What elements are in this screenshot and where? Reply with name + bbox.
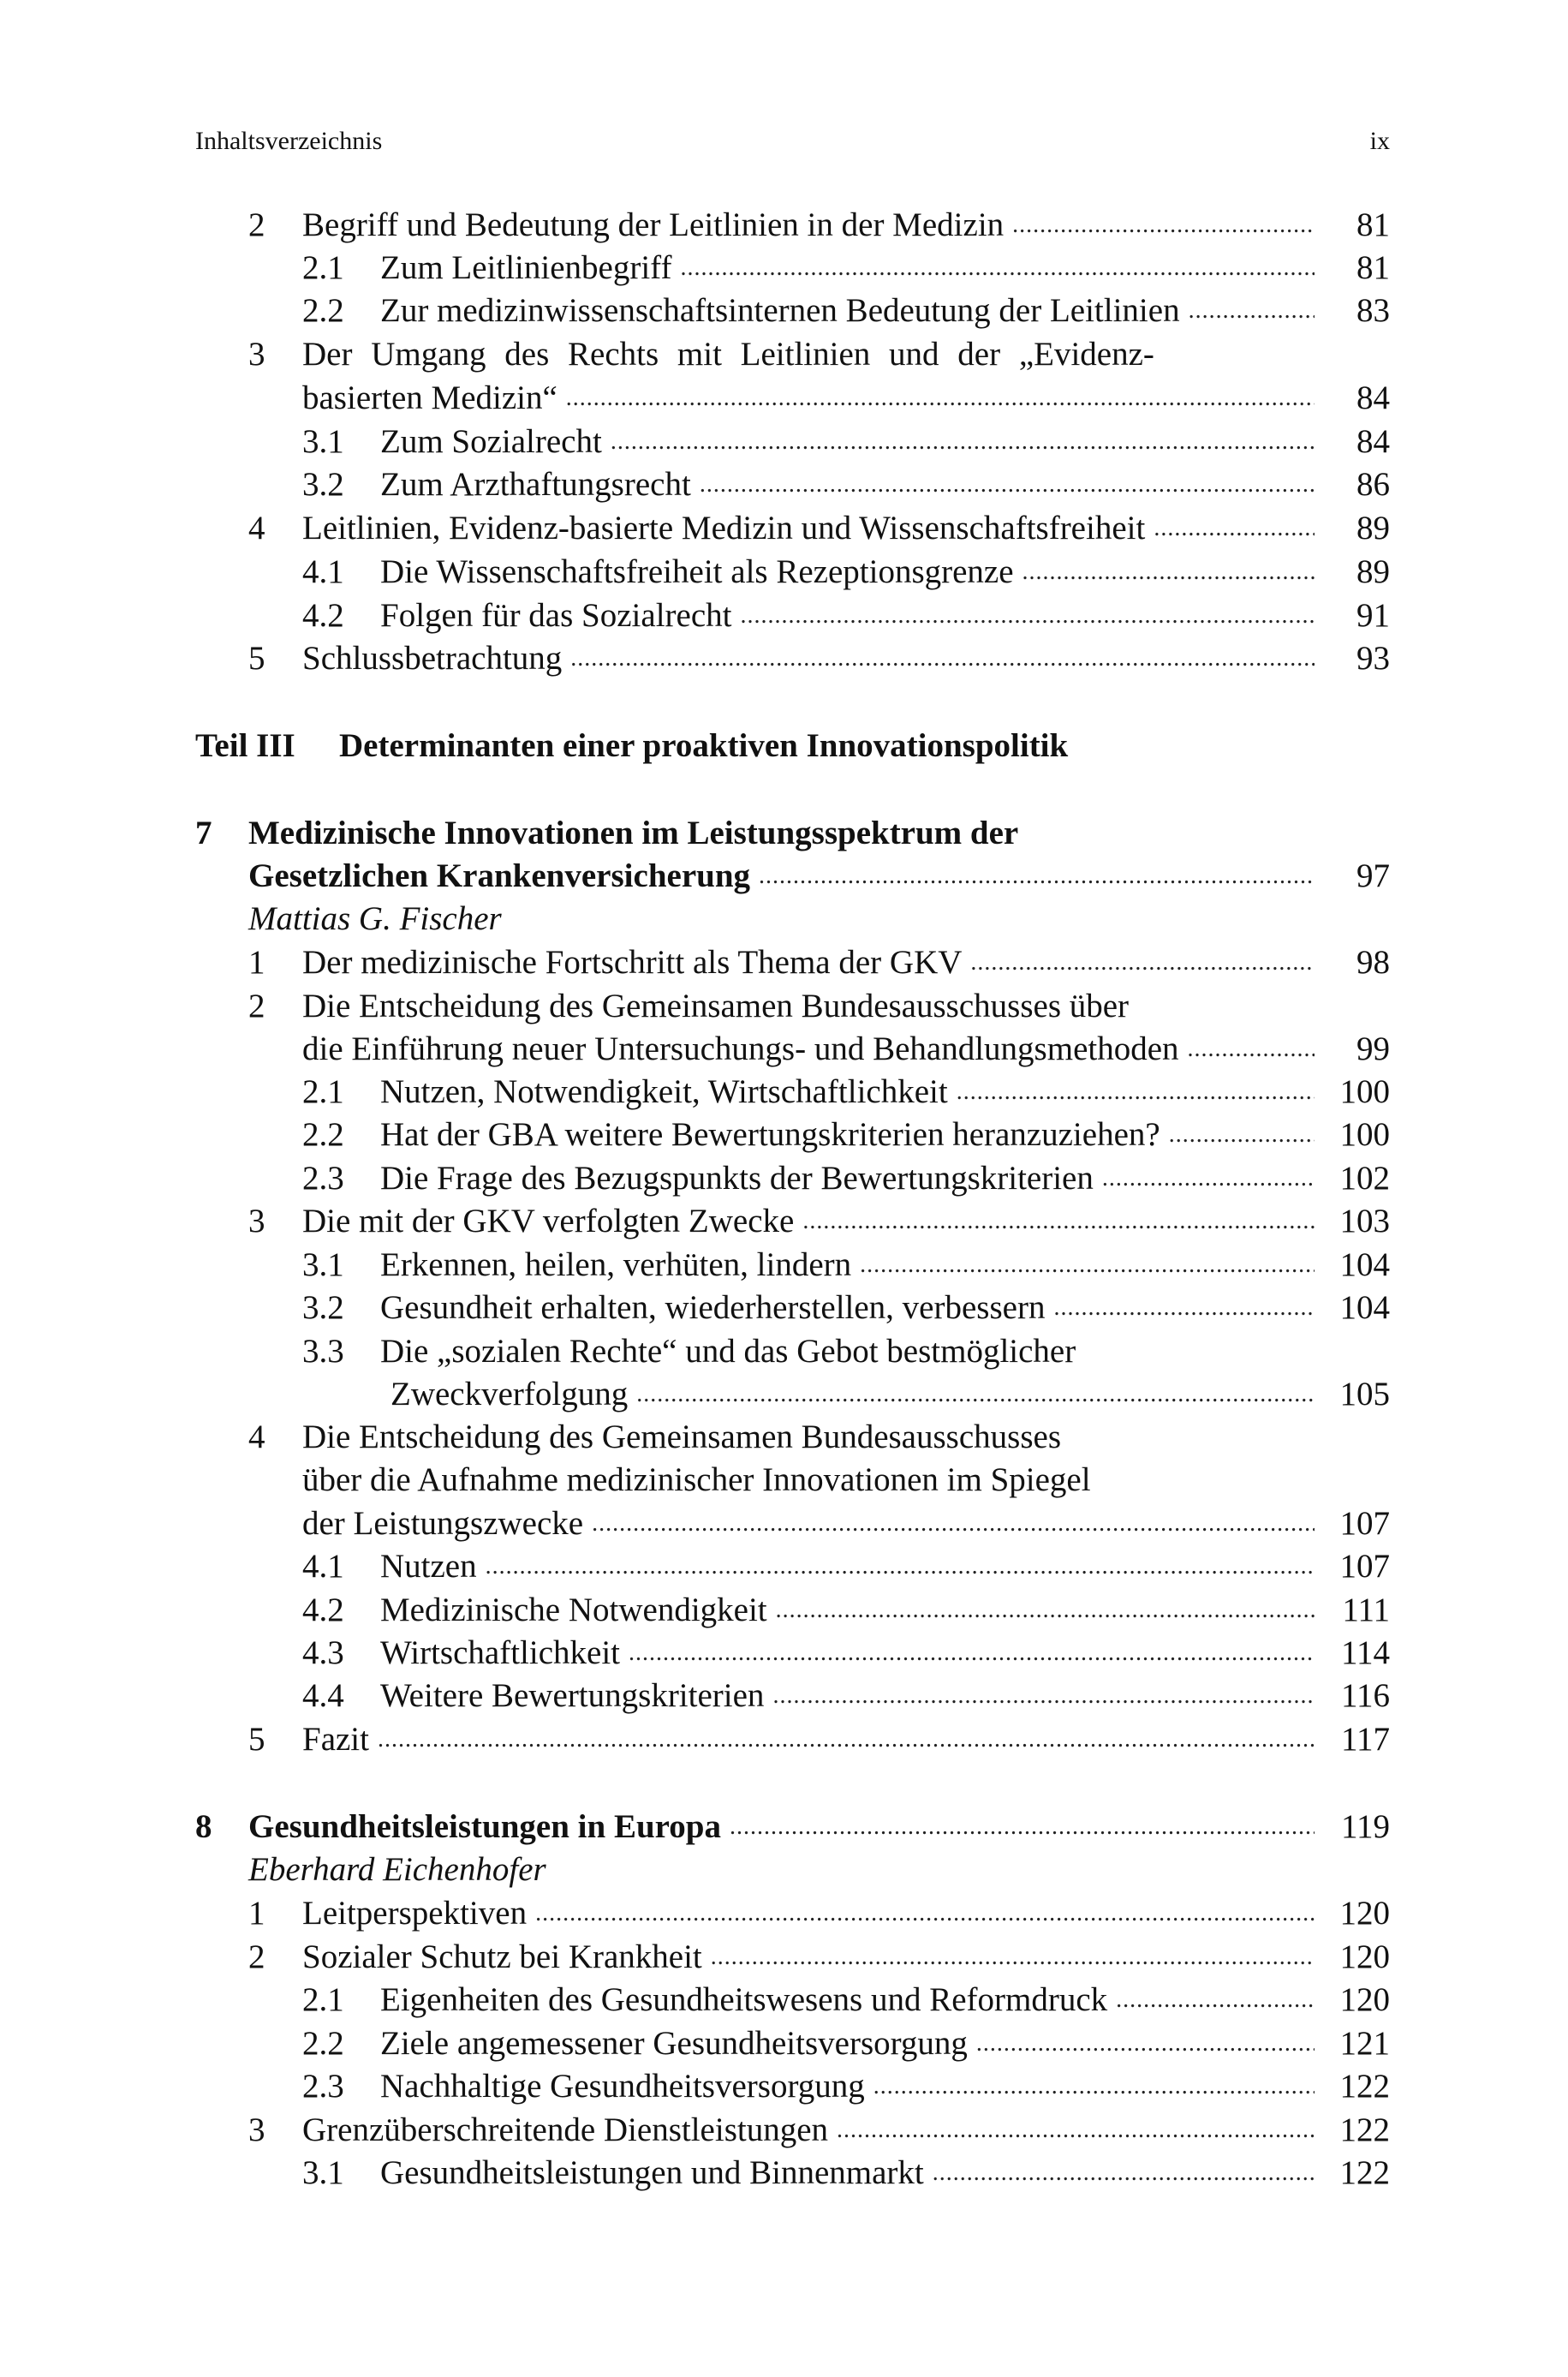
leader-dots (1154, 507, 1315, 550)
entry-page: 102 (1339, 1160, 1390, 1197)
leader-dots (611, 421, 1315, 463)
entry-page: 120 (1339, 1981, 1390, 2018)
toc-entry-continuation[interactable] (0, 377, 1568, 420)
toc-entry[interactable] (0, 1718, 1568, 1761)
entry-title: Hat der GBA weitere Bewertungskriterien heranzuziehen? (380, 1116, 1160, 1153)
entry-page: 107 (1339, 1548, 1390, 1585)
leader-dots (566, 377, 1315, 420)
chapter-heading[interactable] (0, 812, 1568, 855)
entry-number: 2.2 (302, 2025, 344, 2062)
toc-entry[interactable] (0, 1200, 1568, 1243)
toc-entry[interactable] (0, 1936, 1568, 1979)
entry-title: Zum Leitlinienbegriff (380, 249, 672, 286)
entry-number: 2.3 (302, 2068, 344, 2105)
entry-title: Die Frage des Bezugspunkts der Bewertungskriterien (380, 1160, 1094, 1197)
toc-entry[interactable] (0, 1416, 1568, 1459)
entry-number: 5 (248, 1721, 265, 1758)
toc-entry[interactable] (0, 985, 1568, 1028)
leader-dots (976, 2022, 1315, 2065)
entry-title: Weitere Bewertungskriterien (380, 1677, 765, 1714)
entry-title: der Leistungszwecke (302, 1505, 584, 1542)
entry-number: 4.2 (302, 1592, 344, 1628)
leader-dots (730, 1806, 1315, 1848)
entry-title: Zweckverfolgung (391, 1376, 629, 1412)
entry-number: 4 (248, 510, 265, 546)
toc-entry[interactable] (0, 637, 1568, 680)
leader-dots (772, 1675, 1315, 1717)
chapter-heading-continuation[interactable] (0, 855, 1568, 898)
entry-number: 2 (248, 206, 265, 243)
leader-dots (776, 1589, 1315, 1632)
leader-dots (636, 1373, 1315, 1416)
toc-entry[interactable] (0, 2065, 1568, 2108)
toc-entry[interactable] (0, 1244, 1568, 1287)
leader-dots (680, 247, 1315, 290)
entry-number: 2.2 (302, 1116, 344, 1153)
running-title: Inhaltsverzeichnis (195, 127, 383, 155)
part-title: Determinanten einer proaktiven Innovationspolitik (339, 727, 1069, 764)
leader-dots (1189, 290, 1315, 332)
leader-dots (1116, 1979, 1315, 2022)
leader-dots (1102, 1157, 1315, 1200)
leader-dots (740, 594, 1315, 637)
entry-title: Die „sozialen Rechte“ und das Gebot bestmöglicher (380, 1333, 1076, 1370)
leader-dots (1053, 1287, 1315, 1329)
entry-title: Schlussbetrachtung (302, 640, 563, 677)
entry-page: 117 (1340, 1721, 1390, 1758)
leader-dots (378, 1718, 1315, 1761)
leader-dots (592, 1502, 1315, 1545)
leader-dots (1022, 551, 1315, 594)
toc-entry[interactable] (0, 2109, 1568, 2152)
entry-title: über die Aufnahme medizinischer Innovationen im Spiegel (302, 1461, 1091, 1498)
entry-page: 111 (1342, 1592, 1390, 1628)
entry-number: 3 (248, 1203, 265, 1239)
entry-number: 1 (248, 944, 265, 981)
entry-page: 121 (1339, 2025, 1390, 2062)
entry-page: 98 (1356, 944, 1390, 981)
toc-entry-continuation[interactable] (0, 1502, 1568, 1545)
leader-dots (570, 637, 1315, 680)
toc-entry[interactable] (0, 1330, 1568, 1373)
entry-number: 3 (248, 336, 265, 373)
toc-entry[interactable] (0, 1114, 1568, 1156)
entry-title: Leitlinien, Evidenz-basierte Medizin und Wissenschaftsfreiheit (302, 510, 1146, 546)
toc-entry[interactable] (0, 290, 1568, 332)
entry-page: 81 (1356, 206, 1390, 243)
entry-number: 4.2 (302, 597, 344, 634)
entry-title: Grenzüberschreitende Dienstleistungen (302, 2111, 829, 2148)
toc-entry[interactable] (0, 1589, 1568, 1632)
toc-entry[interactable] (0, 333, 1568, 376)
entry-title: Die Wissenschaftsfreiheit als Rezeptionsgrenze (380, 553, 1014, 590)
leader-dots (873, 2065, 1315, 2108)
entry-number: 3.2 (302, 1289, 344, 1326)
leader-dots (1169, 1114, 1315, 1156)
toc-entry[interactable] (0, 1675, 1568, 1717)
toc-entry[interactable] (0, 1287, 1568, 1329)
entry-title: Ziele angemessener Gesundheitsversorgung (380, 2025, 968, 2062)
entry-title: Die Entscheidung des Gemeinsamen Bundesausschusses über (302, 988, 1130, 1024)
entry-number: 2.2 (302, 292, 344, 329)
chapter-number: 7 (195, 815, 212, 851)
entry-title: Folgen für das Sozialrecht (380, 597, 732, 634)
toc-entry[interactable] (0, 463, 1568, 506)
entry-number: 4.1 (302, 553, 344, 590)
entry-page: 93 (1356, 640, 1390, 677)
entry-title: Nutzen (380, 1548, 477, 1585)
entry-number: 4 (248, 1418, 265, 1455)
leader-dots (837, 2109, 1315, 2152)
entry-number: 2.1 (302, 1981, 344, 2018)
entry-title: basierten Medizin“ (302, 379, 557, 416)
entry-page: 91 (1356, 597, 1390, 634)
entry-page: 89 (1356, 510, 1390, 546)
leader-dots (1188, 1028, 1315, 1071)
entry-title: Zum Sozialrecht (380, 423, 602, 460)
entry-title: Der medizinische Fortschritt als Thema der GKV (302, 944, 963, 981)
entry-number: 3 (248, 2111, 265, 2148)
entry-number: 3.1 (302, 1246, 344, 1283)
entry-page: 116 (1340, 1677, 1390, 1714)
page-number: ix (1369, 127, 1390, 155)
entry-page: 120 (1339, 1895, 1390, 1932)
leader-dots (933, 2152, 1315, 2195)
part-number: Teil III (195, 727, 295, 764)
entry-page: 100 (1339, 1073, 1390, 1110)
entry-title: Sozialer Schutz bei Krankheit (302, 1938, 702, 1975)
entry-number: 2 (248, 1938, 265, 1975)
toc-entry[interactable] (0, 1545, 1568, 1588)
toc-entry[interactable] (0, 1632, 1568, 1675)
toc-entry-continuation[interactable] (0, 1373, 1568, 1416)
entry-page: 86 (1356, 466, 1390, 503)
toc-entry[interactable] (0, 1157, 1568, 1200)
entry-number: 4.1 (302, 1548, 344, 1585)
entry-page: 99 (1356, 1030, 1390, 1067)
entry-page: 84 (1356, 379, 1390, 416)
toc-entry[interactable] (0, 1071, 1568, 1114)
entry-title: Begriff und Bedeutung der Leitlinien in der Medizin (302, 206, 1005, 243)
entry-page: 89 (1356, 553, 1390, 590)
toc-entry[interactable] (0, 421, 1568, 463)
toc-entry[interactable] (0, 941, 1568, 984)
author-name: Mattias G. Fischer (248, 900, 502, 937)
entry-page: 122 (1339, 2111, 1390, 2148)
entry-number: 4.4 (302, 1677, 344, 1714)
chapter-heading[interactable] (0, 1806, 1568, 1848)
entry-page: 103 (1339, 1203, 1390, 1239)
entry-number: 2.1 (302, 249, 344, 286)
entry-page: 105 (1339, 1376, 1390, 1412)
entry-page: 114 (1340, 1634, 1390, 1671)
entry-title: Zum Arzthaftungsrecht (380, 466, 691, 503)
entry-title: Medizinische Notwendigkeit (380, 1592, 767, 1628)
entry-title: Die mit der GKV verfolgten Zwecke (302, 1203, 795, 1239)
entry-title: Eigenheiten des Gesundheitswesens und Reformdruck (380, 1981, 1108, 2018)
entry-page: 100 (1339, 1116, 1390, 1153)
entry-title: Nachhaltige Gesundheitsversorgung (380, 2068, 865, 2105)
toc-entry[interactable] (0, 507, 1568, 550)
entry-number: 3.1 (302, 2154, 344, 2191)
toc-entry[interactable] (0, 204, 1568, 247)
entry-page: 81 (1356, 249, 1390, 286)
entry-number: 2 (248, 988, 265, 1024)
entry-title: Gesundheitsleistungen und Binnenmarkt (380, 2154, 924, 2191)
entry-page: 104 (1339, 1289, 1390, 1326)
leader-dots (957, 1071, 1315, 1114)
entry-title: Der Umgang des Rechts mit Leitlinien und der „Evidenz- (302, 336, 1154, 373)
entry-page: 119 (1340, 1808, 1390, 1845)
entry-title: Erkennen, heilen, verhüten, lindern (380, 1246, 852, 1283)
entry-number: 3.1 (302, 423, 344, 460)
chapter-author (0, 1848, 1568, 1891)
entry-title: die Einführung neuer Untersuchungs- und Behandlungsmethoden (302, 1030, 1179, 1067)
chapter-title: Gesundheitsleistungen in Europa (248, 1808, 721, 1845)
leader-dots (629, 1632, 1315, 1675)
entry-title: Fazit (302, 1721, 369, 1758)
entry-number: 2.3 (302, 1160, 344, 1197)
toc-entry[interactable] (0, 2152, 1568, 2195)
entry-page: 120 (1339, 1938, 1390, 1975)
toc-entry[interactable] (0, 247, 1568, 290)
entry-title: Wirtschaftlichkeit (380, 1634, 620, 1671)
entry-number: 4.3 (302, 1634, 344, 1671)
entry-number: 2.1 (302, 1073, 344, 1110)
entry-number: 3.3 (302, 1333, 344, 1370)
entry-number: 3.2 (302, 466, 344, 503)
toc-entry[interactable] (0, 551, 1568, 594)
entry-page: 104 (1339, 1246, 1390, 1283)
chapter-author (0, 898, 1568, 941)
entry-page: 107 (1339, 1505, 1390, 1542)
toc-entry[interactable] (0, 1892, 1568, 1935)
leader-dots (802, 1200, 1315, 1243)
chapter-title: Gesetzlichen Krankenversicherung (248, 857, 751, 894)
leader-dots (711, 1936, 1315, 1979)
entry-title: Leitperspektiven (302, 1895, 528, 1932)
leader-dots (700, 463, 1315, 506)
entry-page: 122 (1339, 2154, 1390, 2191)
leader-dots (759, 855, 1315, 898)
leader-dots (860, 1244, 1315, 1287)
entry-page: 84 (1356, 423, 1390, 460)
toc-entry[interactable] (0, 2022, 1568, 2065)
toc-entry[interactable] (0, 594, 1568, 637)
chapter-number: 8 (195, 1808, 212, 1845)
toc-entry-continuation[interactable] (0, 1459, 1568, 1502)
leader-dots (970, 941, 1315, 984)
toc-entry[interactable] (0, 1979, 1568, 2022)
entry-page: 83 (1356, 292, 1390, 329)
entry-title: Die Entscheidung des Gemeinsamen Bundesausschusses (302, 1418, 1061, 1455)
entry-title: Nutzen, Notwendigkeit, Wirtschaftlichkeit (380, 1073, 948, 1110)
leader-dots (535, 1892, 1315, 1935)
toc-entry-continuation[interactable] (0, 1028, 1568, 1071)
leader-dots (1012, 204, 1315, 247)
entry-title: Zur medizinwissenschaftsinternen Bedeutung der Leitlinien (380, 292, 1180, 329)
leader-dots (486, 1545, 1315, 1588)
entry-page: 122 (1339, 2068, 1390, 2105)
part-heading[interactable] (0, 725, 1568, 767)
entry-title: Gesundheit erhalten, wiederherstellen, verbessern (380, 1289, 1046, 1326)
author-name: Eberhard Eichenhofer (248, 1851, 546, 1888)
entry-number: 5 (248, 640, 265, 677)
entry-number: 1 (248, 1895, 265, 1932)
chapter-title: Medizinische Innovationen im Leistungsspektrum der (248, 815, 1019, 851)
entry-page: 97 (1356, 857, 1390, 894)
